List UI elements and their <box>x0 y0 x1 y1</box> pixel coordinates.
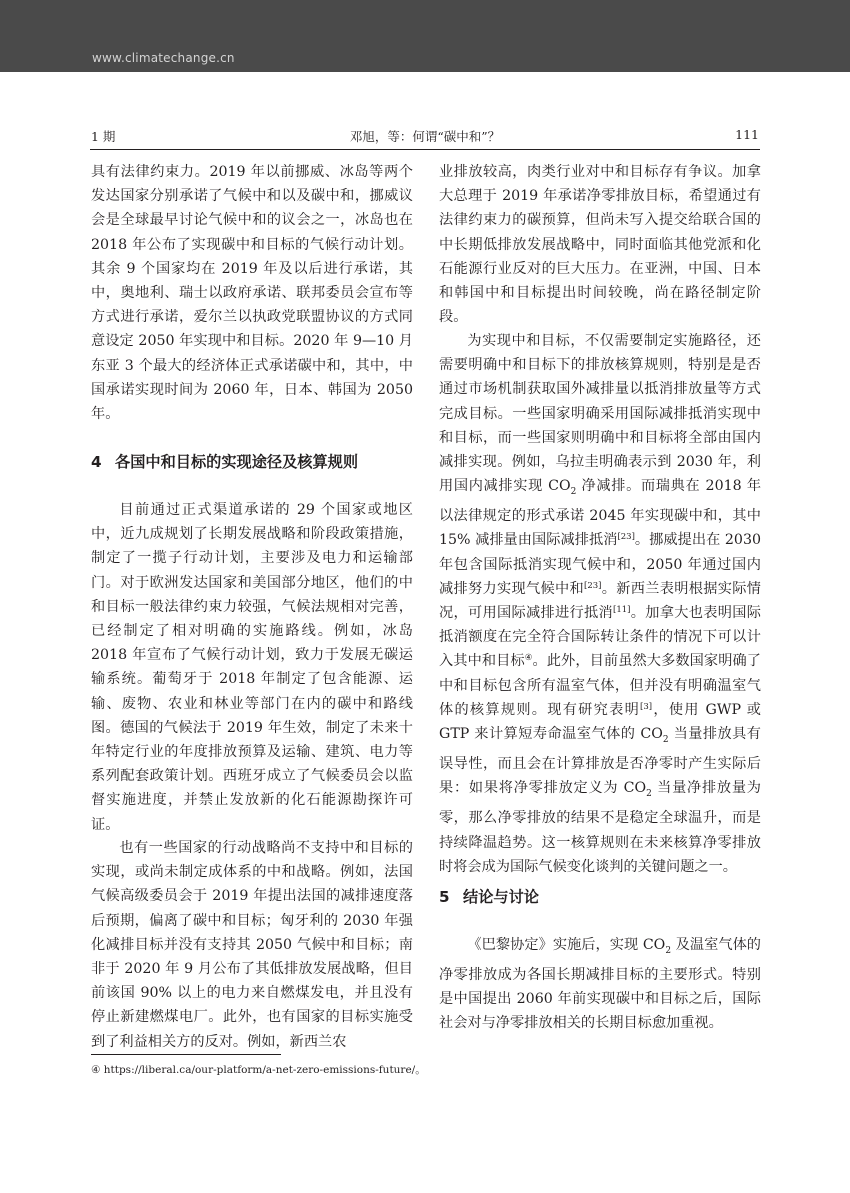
paragraph: 目前通过正式渠道承诺的 29 个国家或地区中，近九成规划了长期发展战略和阶段政策措施，制定了一揽子行动计划，主要涉及电力和运输部门。对于欧洲发达国家和美国部分地区，他们的中和目标一般法律约束力较强，气候法规相对完善，已经制定了相对明确的实施路线。例如，冰岛 2018 年宣布了气候行动计划，致力于发展无碳运输系统。葡萄牙于 2018 年制定了包含能源、运输、废物、农业和林业等部门在内的碳中和路线图。德国的气候法于 2019 年生效，制定了未来十年特定行业的年度排放预算及运输、建筑、电力等系列配套政策计划。西班牙成立了气候委员会以监督实施进度，并禁止发放新的化石能源勘探许可证。 <box>91 502 413 833</box>
citation-link[interactable]: [3] <box>640 701 653 712</box>
paragraph: 《巴黎协定》实施后，实现 $CO_2$ 及温室气体的净零排放成为各国长期减排目标的主要形式。特别是中国提出 2060 年前实现碳中和目标之后，国际社会对与净零排放相关的长期目标愈加重视。 <box>439 937 761 1032</box>
footnote-marker[interactable]: ④ <box>524 653 533 664</box>
page-number: 111 <box>735 127 759 142</box>
section-number: 5 <box>439 888 450 906</box>
paragraph: 具有法律约束力。2019 年以前挪威、冰岛等两个发达国家分别承诺了气候中和以及碳中和，挪威议会是全球最早讨论气候中和的议会之一，冰岛也在 2018 年公布了实现碳中和目标的气候行动计划。其余 9 个国家均在 2019 年及以后进行承诺，其中，奥地利、瑞士以政府承诺、联邦委员会宣布等方式进行承诺，爱尔兰以执政党联盟协议的方式同意设定 2050 年实现中和目标。2020 年 9—10 月东亚 3 个最大的经济体正式承诺碳中和，其中，中国承诺实现时间为 2060 年，日本、韩国为 2050 年。 <box>91 164 413 423</box>
paragraph: 业排放较高，肉类行业对中和目标存有争议。加拿大总理于 2019 年承诺净零排放目标，希望通过有法律约束力的碳预算，但尚未写入提交给联合国的中长期低排放发展战略中，同时面临其他党派和化石能源行业反对的巨大压力。在亚洲，中国、日本和韩国中和目标提出时间较晚，尚在路径制定阶段。 <box>439 164 761 326</box>
citation-link[interactable]: [11] <box>613 605 631 616</box>
section-heading-5 <box>439 885 761 909</box>
left-column <box>91 160 413 1054</box>
footnote-rule <box>91 1054 281 1055</box>
section-title: 结论与讨论 <box>463 888 539 906</box>
footnote <box>91 1063 426 1077</box>
running-title: 邓旭，等：何谓“碳中和”？ <box>349 129 501 144</box>
right-column <box>439 160 761 1036</box>
section-title: 各国中和目标的实现途径及核算规则 <box>115 453 358 471</box>
citation-link[interactable]: [23] <box>617 532 635 543</box>
section-heading-4 <box>91 450 413 474</box>
subscript: 2 <box>665 945 672 956</box>
citation-link[interactable]: [23] <box>584 580 602 591</box>
header-rule <box>90 149 760 150</box>
subscript: 2 <box>662 734 669 745</box>
site-url[interactable]: www.climatechange.cn <box>92 51 235 65</box>
section-number: 4 <box>91 453 102 471</box>
footnote-marker: ④ <box>91 1064 101 1076</box>
subscript: 2 <box>646 789 652 800</box>
paragraph: 为实现中和目标，不仅需要制定实施路径，还需要明确中和目标下的排放核算规则，特别是是否通过市场机制获取国外减排量以抵消排放量等方式完成目标。一些国家明确采用国际减排抵消实现中和目标，而一些国家则明确中和目标将全部由国内减排实现。例如，乌拉圭明确表示到 2030 年，利用国内减排实现 $CO_2$ 净减排。而瑞典在 2018 年以法律规定的形式承诺 2045 年实现碳中和，其中 15% 减排量由国际减排抵消[23]。挪威提出在 2030 年包含国际抵消实现气候中和，2050 年通过国内减排努力实现气候中和[23]。新西兰表明根据实际情况，可用国际减排进行抵消[11]。加拿大也表明国际抵消额度在完全符合国际转让条件的情况下可以计入其中和目标④。此外，目前虽然大多数国家明确了中和目标包含所有温室气体，但并没有明确温室气体的核算规则。现有研究表明[3]，使用 GWP 或 GTP 来计算短寿命温室气体的 $CO_2$ 当量排放具有误导性，而且会在计算排放是否净零时产生实际后果：如果将净零排放定义为 $CO_2$ 当量净排放量为零，那么净零排放的结果不是稳定全球温升，而是持续降温趋势。这一核算规则在未来核算净零排放时将会成为国际气候变化谈判的关键问题之一。 <box>439 333 762 875</box>
footnote-url[interactable]: https://liberal.ca/our-platform/a-net-zero-emissions-future/。 <box>100 1064 426 1076</box>
subscript: 2 <box>570 487 577 498</box>
site-banner <box>0 0 850 72</box>
issue-label: 1 期 <box>91 129 116 144</box>
paragraph: 也有一些国家的行动战略尚不支持中和目标的实现，或尚未制定成体系的中和战略。例如，法国气候高级委员会于 2019 年提出法国的减排速度落后预期，偏离了碳中和目标；匈牙利的 2030 年强化减排目标并没有支持其 2050 气候中和目标；南非于 2020 年 9 月公布了其低排放发展战略，但目前该国 90% 以上的电力来自燃煤发电，并且没有停止新建燃煤电厂。此外，也有国家的目标实施受到了利益相关方的反对。例如，新西兰农 <box>91 840 413 1050</box>
